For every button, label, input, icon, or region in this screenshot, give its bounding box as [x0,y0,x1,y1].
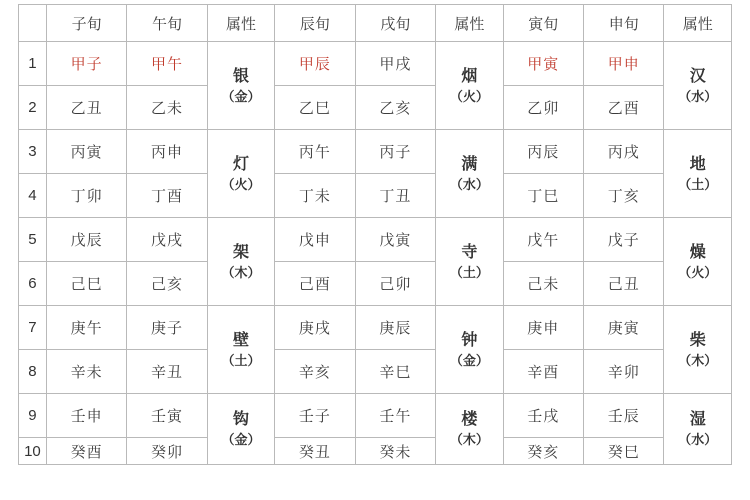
attribute-cell [207,394,275,465]
attribute-cell [436,42,504,130]
attribute-element: （金） [449,352,489,368]
ganzhi-cell: 乙卯 [527,100,560,117]
row-index: 2 [19,86,47,130]
attribute-name: 灯 [232,155,249,173]
ganzhi-cell: 乙巳 [298,100,331,117]
attribute-cell [664,306,732,394]
attribute-name: 楼 [461,411,478,429]
attribute-element: （木） [221,264,261,280]
attribute-element: （水） [678,432,718,448]
ganzhi-cell: 庚申 [527,320,560,337]
ganzhi-cell: 壬寅 [150,408,183,425]
table-header-row [19,5,732,42]
attribute-cell [436,130,504,218]
attribute-element: （金） [221,88,261,104]
attribute-cell [207,306,275,394]
attribute-name: 湿 [689,411,706,429]
ganzhi-cell: 戊午 [527,232,560,249]
attribute-name: 地 [689,155,706,173]
row-index: 8 [19,350,47,394]
attribute-name: 银 [232,67,249,85]
ganzhi-cell: 戊子 [607,232,640,249]
ganzhi-cell: 壬子 [298,408,331,425]
table-row [19,262,732,306]
ganzhi-cell: 癸卯 [150,443,183,461]
ganzhi-cell: 丁未 [298,188,331,205]
attribute-cell [207,130,275,218]
attribute-element: （土） [221,352,261,368]
ganzhi-cell: 乙未 [150,100,183,117]
ganzhi-cell: 丁亥 [607,188,640,205]
attribute-cell [664,130,732,218]
ganzhi-cell: 己亥 [150,276,183,293]
ganzhi-cell: 丁巳 [527,188,560,205]
row-index: 6 [19,262,47,306]
ganzhi-cell: 癸巳 [607,443,640,461]
header-cell-attr-3: 属性 [664,5,732,42]
ganzhi-cell: 癸丑 [298,443,331,461]
ganzhi-cell: 乙丑 [70,100,103,117]
table-row [19,350,732,394]
ganzhi-cell: 庚午 [70,320,103,337]
ganzhi-cell: 丁卯 [70,188,103,205]
attribute-cell [207,42,275,130]
attribute-name: 钟 [461,331,478,349]
ganzhi-cell: 辛卯 [607,364,640,381]
ganzhi-cell: 戊申 [298,232,331,249]
ganzhi-cell: 庚寅 [607,320,640,337]
ganzhi-cell: 己巳 [70,276,103,293]
ganzhi-cell: 辛酉 [527,364,560,381]
row-index: 5 [19,218,47,262]
ganzhi-cell: 丁丑 [379,188,412,205]
header-cell-xuxun: 戌旬 [355,5,435,42]
header-cell-yinxun: 寅旬 [503,5,583,42]
row-index: 9 [19,394,47,438]
ganzhi-cell: 甲子 [70,56,103,73]
table-row [19,438,732,465]
ganzhi-cell: 壬申 [70,408,103,425]
table-row [19,86,732,130]
table-row [19,42,732,86]
ganzhi-cell: 己卯 [379,276,412,293]
attribute-element: （火） [678,264,718,280]
ganzhi-cell: 甲寅 [527,56,560,73]
ganzhi-cell: 壬午 [379,408,412,425]
table-row [19,394,732,438]
ganzhi-cell: 庚戌 [298,320,331,337]
attribute-element: （土） [449,264,489,280]
header-cell-chenxun: 辰旬 [275,5,355,42]
ganzhi-cell: 己丑 [607,276,640,293]
ganzhi-cell: 辛丑 [150,364,183,381]
table-row [19,174,732,218]
ganzhi-cell: 庚子 [150,320,183,337]
ganzhi-cell: 辛未 [70,364,103,381]
ganzhi-cell: 乙酉 [607,100,640,117]
ganzhi-cell: 丁酉 [150,188,183,205]
ganzhi-cell: 丙戌 [607,144,640,161]
row-index: 7 [19,306,47,350]
ganzhi-cell: 丙辰 [527,144,560,161]
attribute-name: 燥 [689,243,706,261]
ganzhi-cell: 癸酉 [70,443,103,461]
header-cell-index [19,5,47,42]
header-cell-attr-2: 属性 [436,5,504,42]
ganzhi-cell: 丙子 [379,144,412,161]
ganzhi-cell: 甲申 [607,56,640,73]
liushi-jiazi-table [18,4,732,465]
attribute-name: 寺 [461,243,478,261]
table-row [19,130,732,174]
row-index: 4 [19,174,47,218]
ganzhi-cell: 甲辰 [298,56,331,73]
ganzhi-cell: 己酉 [298,276,331,293]
ganzhi-cell: 丙寅 [70,144,103,161]
ganzhi-cell: 甲午 [150,56,183,73]
header-cell-zixun: 子旬 [46,5,126,42]
attribute-name: 壁 [232,331,249,349]
attribute-element: （木） [449,432,489,448]
ganzhi-cell: 乙亥 [379,100,412,117]
attribute-cell [664,218,732,306]
attribute-element: （水） [678,88,718,104]
attribute-element: （土） [678,176,718,192]
ganzhi-cell: 戊辰 [70,232,103,249]
ganzhi-cell: 壬辰 [607,408,640,425]
attribute-element: （金） [221,432,261,448]
attribute-element: （火） [449,88,489,104]
header-cell-attr-1: 属性 [207,5,275,42]
ganzhi-cell: 癸亥 [527,443,560,461]
ganzhi-cell: 戊寅 [379,232,412,249]
ganzhi-cell: 癸未 [379,443,412,461]
table-row [19,306,732,350]
ganzhi-cell: 甲戌 [379,56,412,73]
attribute-cell [436,306,504,394]
ganzhi-cell: 己未 [527,276,560,293]
ganzhi-cell: 庚辰 [379,320,412,337]
attribute-name: 架 [232,243,249,261]
header-cell-shenxun: 申旬 [584,5,664,42]
row-index: 10 [19,438,47,465]
ganzhi-cell: 壬戌 [527,408,560,425]
attribute-cell [207,218,275,306]
table-row [19,218,732,262]
attribute-name: 满 [461,155,478,173]
attribute-name: 汉 [689,67,706,85]
ganzhi-cell: 丙午 [298,144,331,161]
ganzhi-cell: 戊戌 [150,232,183,249]
ganzhi-cell: 辛巳 [379,364,412,381]
header-cell-wuxun: 午旬 [127,5,207,42]
attribute-cell [436,394,504,465]
attribute-name: 烟 [461,67,478,85]
attribute-cell [664,394,732,465]
attribute-name: 柴 [689,331,706,349]
attribute-element: （火） [221,176,261,192]
attribute-cell [664,42,732,130]
attribute-name: 钩 [232,411,249,429]
ganzhi-cell: 丙申 [150,144,183,161]
attribute-element: （木） [678,352,718,368]
row-index: 1 [19,42,47,86]
attribute-cell [436,218,504,306]
row-index: 3 [19,130,47,174]
ganzhi-cell: 辛亥 [298,364,331,381]
attribute-element: （水） [449,176,489,192]
